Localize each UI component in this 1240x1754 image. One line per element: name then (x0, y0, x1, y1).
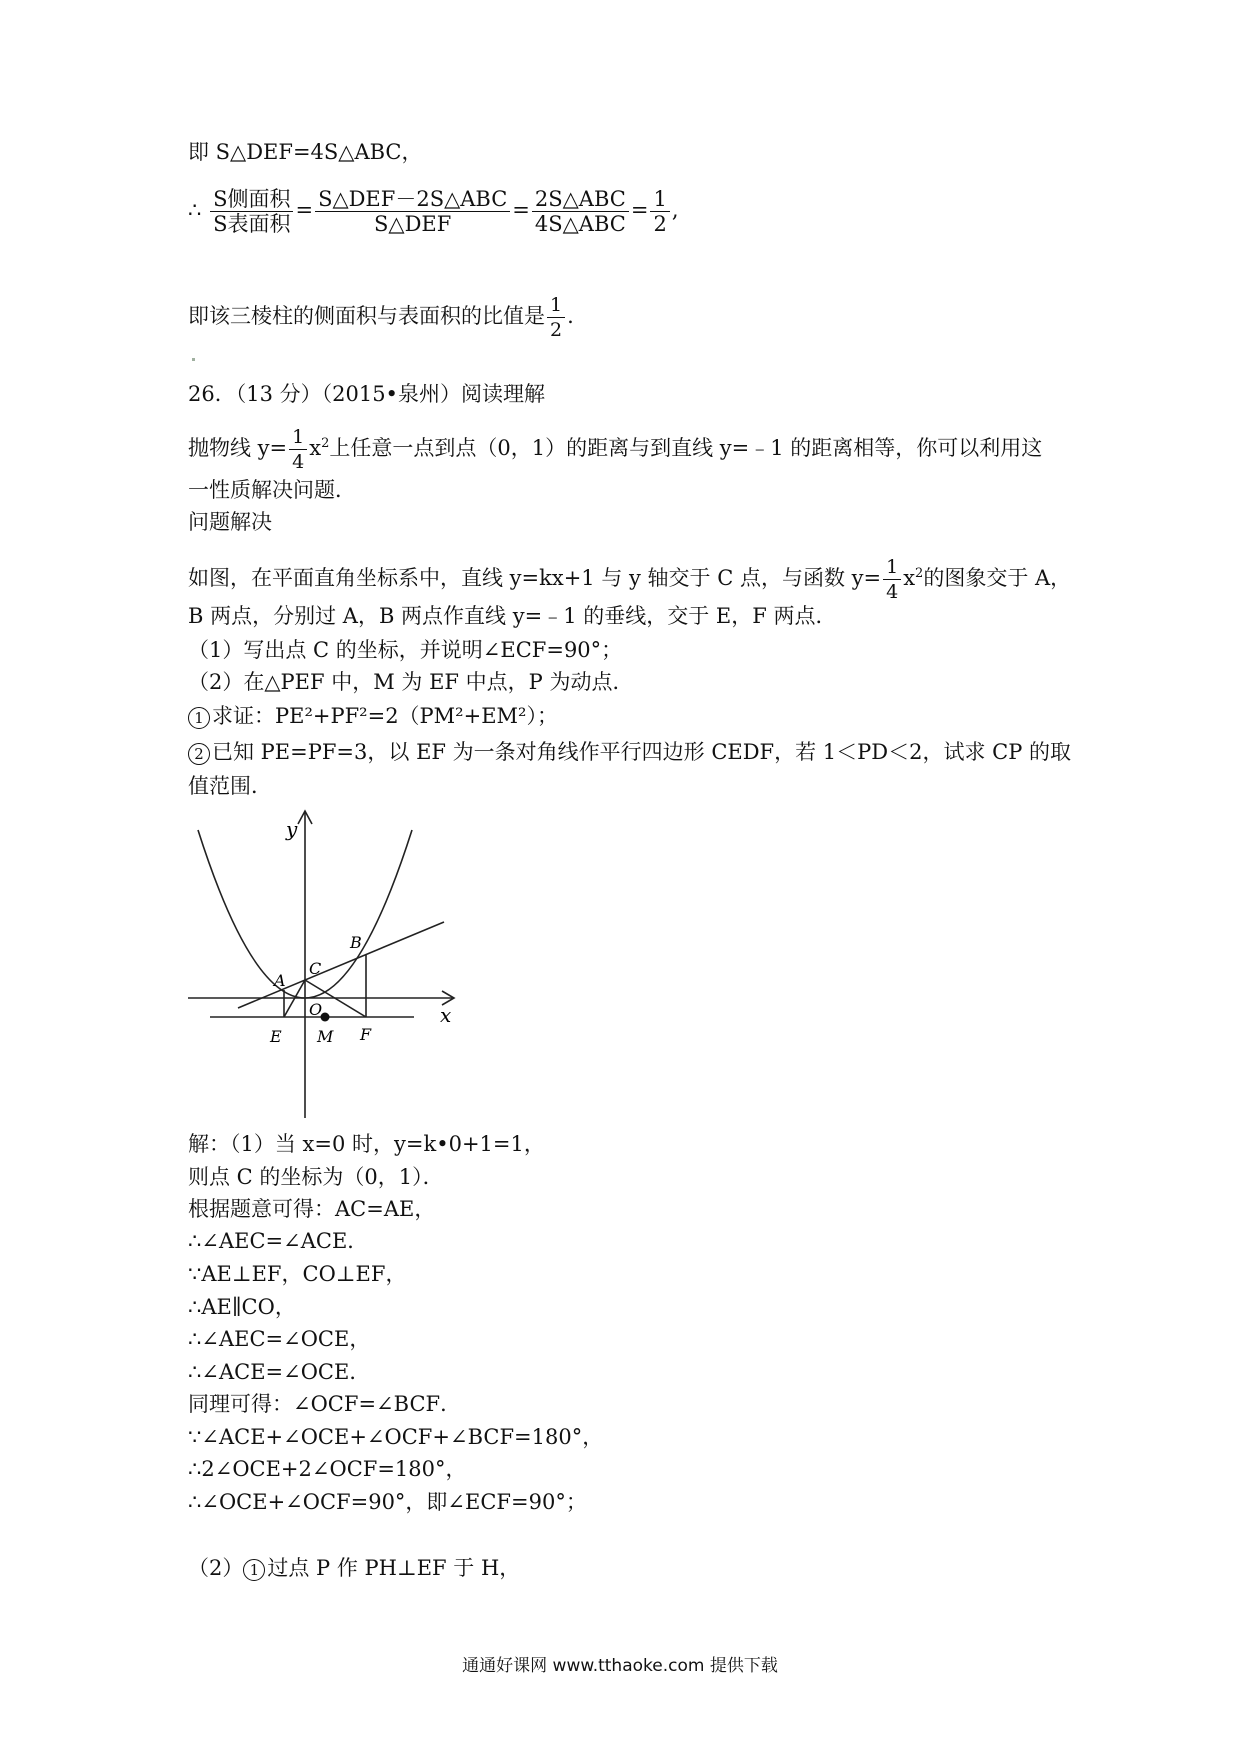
solution-line-7 (188, 1325, 370, 1353)
x-axis-label: x (440, 1003, 452, 1027)
text: 抛物线 y= (188, 436, 288, 460)
fraction-numerator: 1 (547, 293, 565, 318)
problem-paragraph-5 (188, 602, 836, 630)
text: 一性质解决问题． (188, 478, 356, 502)
text: B 两点，分别过 A，B 两点作直线 y=﹣1 的垂线，交于 E，F 两点． (188, 604, 837, 628)
fraction-step-3 (532, 187, 629, 236)
fraction-result (650, 187, 669, 236)
text: x (903, 566, 916, 590)
footer-text: 通通好课网 www.tthaoke.com 提供下载 (462, 1656, 778, 1676)
fraction-numerator: 1 (883, 555, 901, 580)
solution-part-2-line (188, 1554, 520, 1582)
label-A: A (274, 971, 286, 990)
text: ∴∠ACE=∠OCE． (188, 1360, 371, 1384)
text: 解：（1）当 x=0 时，y=k•0+1=1， (188, 1132, 545, 1156)
text: 过点 P 作 PH⊥EF 于 H， (267, 1556, 521, 1580)
equation-fraction-chain: ∴ $\frac{\text{S侧面积}}{\text{S表面积}}$ = $\frac{\text{S△DEF－2S△ABC}}{\text{S△DEF}}$ = $\frac{\text{2S△ABC}}{\text{4S△ABC}}$ = $\frac{1}{2}$ , (188, 187, 679, 236)
fraction-denominator: 4 (292, 451, 305, 473)
fraction-denominator: S表面积 (213, 212, 291, 236)
coordinate-diagram (188, 808, 468, 1118)
text: 如图，在平面直角坐标系中，直线 y=kx+1 与 y 轴交于 C 点，与函数 y= (188, 566, 882, 590)
text: ∴2∠OCE+2∠OCF=180°， (188, 1457, 467, 1481)
question-2-part-2-continued (188, 772, 272, 800)
equation-text: 即 S△DEF=4S△ABC， (188, 140, 423, 164)
label-O: O (309, 1000, 323, 1019)
question-1 (188, 636, 622, 664)
fraction-numerator: S侧面积 (210, 187, 293, 212)
solution-line-4 (188, 1227, 368, 1255)
fraction-numerator: 1 (650, 187, 669, 212)
text: （2） (188, 1556, 244, 1580)
fraction-area-ratio (210, 187, 293, 236)
fraction-step-2 (315, 187, 510, 236)
solution-line-5 (188, 1260, 406, 1288)
label-M: M (317, 1027, 334, 1046)
circled-number: 1 (188, 707, 210, 729)
solution-line-8 (188, 1358, 370, 1386)
problem-paragraph-2 (188, 476, 356, 504)
text: 求证：PE²+PF²=2（PM²+EM²）； (212, 704, 558, 728)
label-E: E (270, 1027, 282, 1046)
fraction-denominator: 2 (653, 212, 667, 236)
text: 的图象交于 A， (923, 566, 1072, 590)
text: ∵AE⊥EF，CO⊥EF， (188, 1262, 407, 1286)
label-F: F (360, 1025, 372, 1044)
stray-mark (192, 358, 195, 361)
fraction-numerator: 1 (289, 425, 307, 450)
text: （2）在△PEF 中，M 为 EF 中点，P 为动点． (188, 670, 634, 694)
question-2-part-2 (188, 738, 1071, 766)
y-axis-label: y (286, 817, 298, 841)
solution-line-10 (188, 1423, 603, 1451)
problem-paragraph-1: 抛物线 y= $\frac{1}{4}$ $x^2$上任意一点到点（0，1）的距离与到直线 y=﹣1 的距离相等，你可以利用这 (188, 426, 1043, 473)
text: 上任意一点到点（0，1）的距离与到直线 y=﹣1 的距离相等，你可以利用这 (329, 436, 1043, 460)
fraction-numerator: 2S△ABC (532, 187, 629, 212)
circled-number: 1 (243, 1559, 265, 1581)
fraction-denominator: 2 (550, 319, 563, 341)
text: ∴AE∥CO， (188, 1295, 296, 1319)
text: ∴∠OCE+∠OCF=90°，即∠ECF=90°； (188, 1490, 587, 1514)
solution-line-6 (188, 1293, 296, 1321)
problem-paragraph-4: 如图，在平面直角坐标系中，直线 y=kx+1 与 y 轴交于 C 点，与函数 y= $\frac{1}{4}$ $x^2$的图象交于 A， (188, 556, 1072, 603)
text: 值范围． (188, 774, 272, 798)
problem-header-text: 26．（13 分）（2015•泉州）阅读理解 (188, 382, 545, 406)
fraction-quarter (289, 425, 307, 474)
equation-line-1 (188, 138, 423, 166)
question-2-part-1 (188, 702, 558, 730)
text: ∴∠AEC=∠OCE， (188, 1327, 371, 1351)
fraction-half (547, 293, 565, 342)
text: 根据题意可得：AC=AE， (188, 1197, 436, 1221)
therefore-symbol: ∴ (188, 198, 202, 222)
conclusion-text: 即该三棱柱的侧面积与表面积的比值是 (188, 304, 545, 328)
solution-line-12 (188, 1488, 587, 1516)
text: 同理可得：∠OCF=∠BCF． (188, 1392, 462, 1416)
fraction-numerator: S△DEF－2S△ABC (315, 187, 510, 212)
fraction-denominator: 4S△ABC (534, 212, 626, 236)
text: ∵∠ACE+∠OCE+∠OCF+∠BCF=180°， (188, 1425, 604, 1449)
circled-number: 2 (188, 743, 210, 765)
conclusion-line (188, 288, 574, 344)
label-B: B (350, 933, 362, 952)
period: . (567, 304, 574, 328)
problem-section-title (188, 508, 272, 536)
question-2 (188, 668, 633, 696)
text: x (309, 436, 322, 460)
page-footer (0, 1651, 1240, 1676)
fraction-denominator: 4 (886, 581, 899, 603)
text: 则点 C 的坐标为（0，1）． (188, 1165, 444, 1189)
label-C: C (309, 959, 322, 978)
problem-header (188, 380, 545, 408)
solution-line-3 (188, 1195, 435, 1223)
text: 已知 PE=PF=3，以 EF 为一条对角线作平行四边形 CEDF，若 1＜PD＜2，试求 CP 的取 (212, 740, 1072, 764)
solution-line-2 (188, 1163, 444, 1191)
solution-line-11 (188, 1455, 467, 1483)
fraction-quarter (883, 555, 901, 604)
fraction-denominator: S△DEF (374, 212, 452, 236)
text: 问题解决 (188, 510, 272, 534)
solution-line-1 (188, 1130, 545, 1158)
text: （1）写出点 C 的坐标，并说明∠ECF=90°； (188, 638, 623, 662)
solution-line-9 (188, 1390, 461, 1418)
line-kx-plus-1 (238, 922, 444, 1008)
text: ∴∠AEC=∠ACE． (188, 1229, 369, 1253)
